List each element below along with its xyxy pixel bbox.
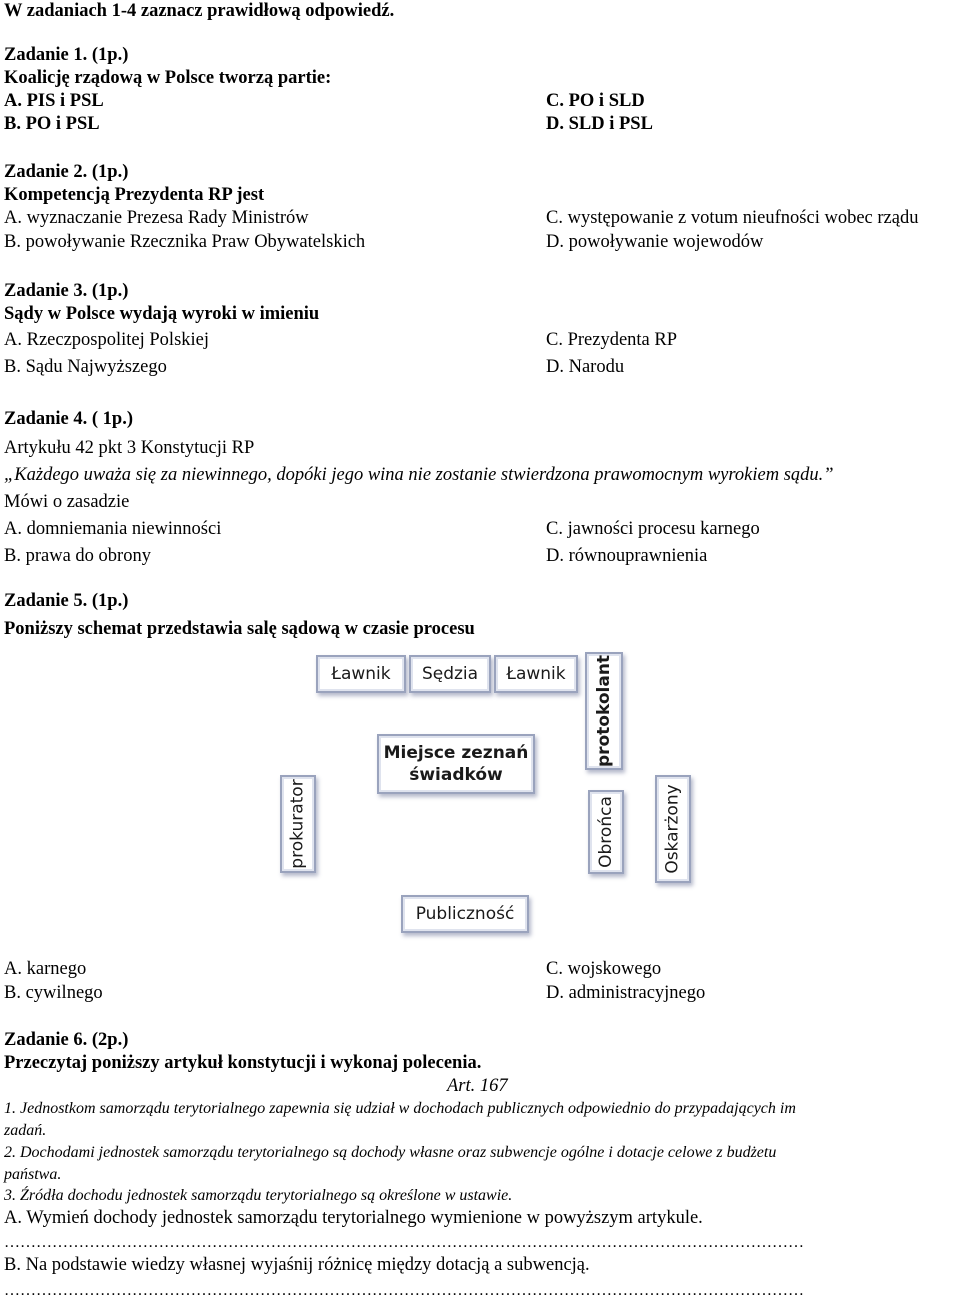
diagram-obronca: Obrońca (588, 790, 624, 874)
task2-title: Zadanie 2. (1p.) (4, 162, 129, 182)
task1-option-a: A. PIS i PSL (4, 91, 104, 111)
article-p2-cont: państwa. (4, 1166, 62, 1183)
task2-question: Kompetencją Prezydenta RP jest (4, 185, 265, 205)
task3-question: Sądy w Polsce wydają wyroki w imieniu (4, 304, 320, 324)
task6-part-b: B. Na podstawie wiedzy własnej wyjaśnij różnicę między dotacją a subwencją. (4, 1255, 590, 1275)
diagram-publicznosc: Publiczność (401, 895, 529, 933)
task4-title: Zadanie 4. ( 1p.) (4, 409, 134, 429)
task5-option-b: B. cywilnego (4, 983, 103, 1003)
task2-option-d: D. powoływanie wojewodów (546, 232, 764, 252)
task4-option-d: D. równouprawnienia (546, 546, 708, 566)
task4-principle-line: Mówi o zasadzie (4, 492, 130, 512)
task4-option-c: C. jawności procesu karnego (546, 519, 760, 539)
article-p1: 1. Jednostkom samorządu terytorialnego zapewnia się udział w dochodach publicznych odpowiednio do przypadających im (4, 1100, 796, 1117)
task5-question: Poniższy schemat przedstawia salę sądową w czasie procesu (4, 619, 475, 639)
task1-option-d: D. SLD i PSL (546, 114, 653, 134)
article-p1-cont: zadań. (4, 1122, 47, 1139)
diagram-protokolant: protokolant (585, 652, 623, 770)
task3-title: Zadanie 3. (1p.) (4, 281, 129, 301)
task1-option-b: B. PO i PSL (4, 114, 100, 134)
diagram-lawnik-right: Ławnik (494, 655, 578, 693)
diagram-lawnik-left: Ławnik (316, 655, 406, 693)
instruction: W zadaniach 1-4 zaznacz prawidłową odpowiedź. (4, 1, 395, 21)
diagram-sedzia: Sędzia (409, 655, 491, 693)
diagram-miejsce-zeznan: Miejsce zeznań świadków (377, 734, 535, 794)
task6-instruction: Przeczytaj poniższy artykuł konstytucji i wykonaj polecenia. (4, 1053, 482, 1073)
article-p2: 2. Dochodami jednostek samorządu terytorialnego są dochody własne oraz subwencje ogólne i dotacje celowe z budżetu (4, 1144, 777, 1161)
task3-option-b: B. Sądu Najwyższego (4, 357, 167, 377)
task5-option-c: C. wojskowego (546, 959, 662, 979)
answer-line-b[interactable]: …………………………………………………………………………………………………………………………………… (4, 1282, 804, 1299)
task5-option-d: D. administracyjnego (546, 983, 706, 1003)
article-p3: 3. Źródła dochodu jednostek samorządu terytorialnego są określone w ustawie. (4, 1187, 513, 1204)
task5-title: Zadanie 5. (1p.) (4, 591, 129, 611)
task3-option-d: D. Narodu (546, 357, 625, 377)
task4-option-b: B. prawa do obrony (4, 546, 151, 566)
article-number: Art. 167 (447, 1076, 508, 1096)
diagram-prokurator: prokurator (280, 775, 316, 873)
task2-option-b: B. powoływanie Rzecznika Praw Obywatelskich (4, 232, 366, 252)
task2-option-c: C. występowanie z votum nieufności wobec rządu (546, 208, 919, 228)
task6-part-a: A. Wymień dochody jednostek samorządu terytorialnego wymienione w powyższym artykule. (4, 1208, 703, 1228)
task1-question: Koalicję rządową w Polsce tworzą partie: (4, 68, 332, 88)
task2-option-a: A. wyznaczanie Prezesa Rady Ministrów (4, 208, 309, 228)
task5-option-a: A. karnego (4, 959, 87, 979)
diagram-oskarzony: Oskarżony (655, 775, 691, 883)
task4-article-line: Artykułu 42 pkt 3 Konstytucji RP (4, 438, 255, 458)
task3-option-a: A. Rzeczpospolitej Polskiej (4, 330, 210, 350)
answer-line-a[interactable]: …………………………………………………………………………………………………………………………………… (4, 1234, 804, 1251)
task4-option-a: A. domniemania niewinności (4, 519, 222, 539)
task4-quote: „Każdego uważa się za niewinnego, dopóki jego wina nie zostanie stwierdzona prawomocnym wyrokiem sądu.” (4, 465, 834, 485)
task1-option-c: C. PO i SLD (546, 91, 645, 111)
task3-option-c: C. Prezydenta RP (546, 330, 678, 350)
task6-title: Zadanie 6. (2p.) (4, 1030, 129, 1050)
task1-title: Zadanie 1. (1p.) (4, 45, 129, 65)
